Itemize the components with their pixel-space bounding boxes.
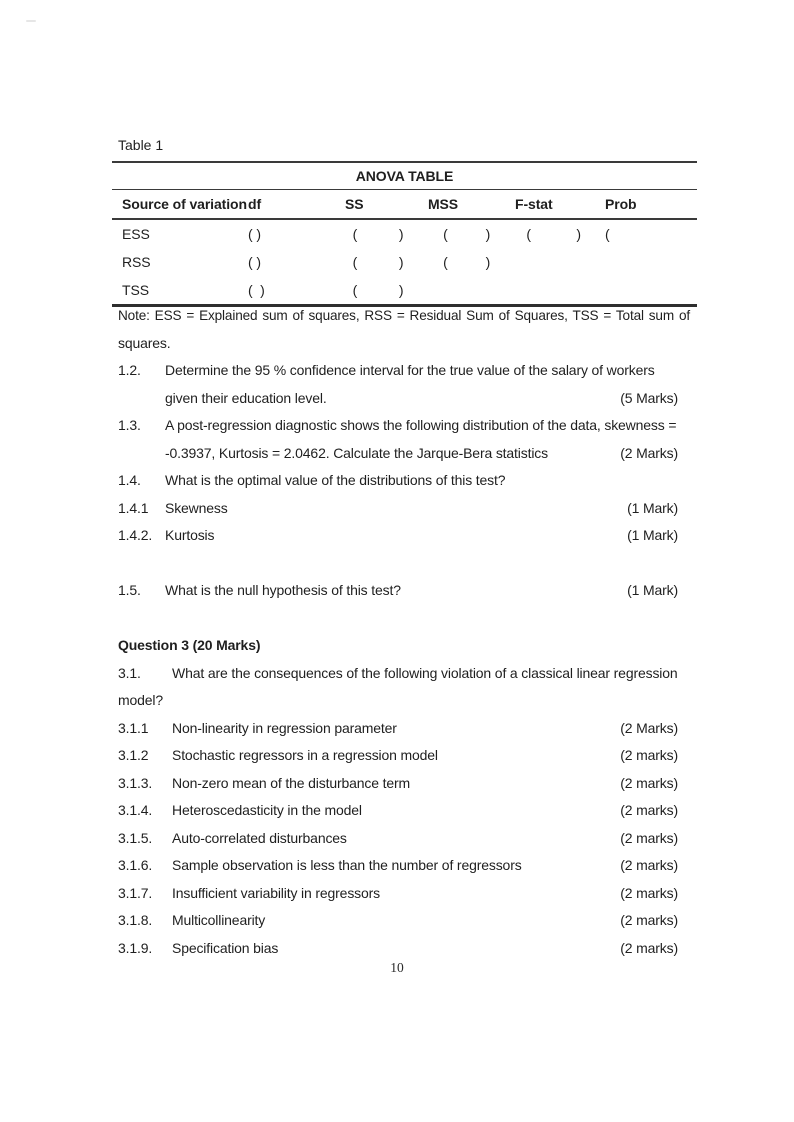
anova-header-row: [112, 190, 697, 220]
marks-label: (2 marks): [620, 857, 678, 873]
table-row-ess: [112, 220, 697, 248]
column-header-mss: MSS: [428, 196, 459, 212]
question-3-1-2: [118, 742, 678, 770]
question-number: 3.1.3.: [118, 774, 153, 791]
cell-prob: [605, 248, 697, 276]
question-number: 3.1.9.: [118, 939, 153, 956]
question-text: What are the consequences of the following violation of a classical linear regression: [172, 664, 678, 681]
table-note-line1: Note: ESS = Explained sum of squares, RSS = Residual Sum of Squares, TSS = Total sum of: [118, 308, 690, 323]
question-text: -0.3937, Kurtosis = 2.0462. Calculate the Jarque-Bera statistics: [165, 444, 549, 461]
question-number: 1.5.: [118, 582, 141, 598]
marks-label: (2 marks): [620, 774, 678, 791]
question-1-3-line2: [118, 440, 678, 468]
question-number: 3.1.: [118, 664, 141, 681]
marks-label: (2 marks): [620, 802, 678, 818]
column-header-fstat: F-stat: [515, 196, 553, 212]
cell-fstat: [515, 248, 605, 276]
question-1-5: [118, 577, 678, 605]
column-header-source: Source of variation: [122, 196, 247, 212]
question-text: Heteroscedasticity in the model: [172, 802, 362, 818]
marks-label: (2 marks): [620, 747, 678, 763]
question-text: Specification bias: [172, 939, 279, 956]
question-text: given their education level.: [165, 389, 327, 406]
question-text: Auto-correlated disturbances: [172, 829, 347, 846]
question-1-4: [118, 467, 678, 495]
marks-label: (2 marks): [620, 912, 678, 928]
question-number: 3.1.2: [118, 747, 149, 763]
question-number: 1.3.: [118, 417, 141, 433]
question-number: 3.1.8.: [118, 912, 153, 928]
marks-label: (1 Mark): [627, 582, 678, 598]
question-number: 1.4.2.: [118, 527, 153, 543]
marks-label: (2 Marks): [620, 719, 678, 736]
question-number: 3.1.6.: [118, 857, 153, 873]
page-number: 10: [390, 960, 404, 975]
question-1-4-1: [118, 495, 678, 523]
marks-label: (2 marks): [620, 884, 678, 901]
cell-prob: (: [605, 226, 610, 242]
question-text: What is the optimal value of the distributions of this test?: [165, 472, 506, 488]
question-number: 1.4.1: [118, 499, 149, 516]
column-header-df: df: [248, 196, 262, 212]
cell-mss: ( ): [428, 254, 491, 270]
question-text: Kurtosis: [165, 527, 215, 543]
cell-prob: [605, 276, 697, 304]
question-text: Sample observation is less than the number of regressors: [172, 857, 522, 873]
cell-mss: [428, 276, 515, 304]
question-1-2-line2: [118, 385, 678, 413]
question-3-1-line1: [118, 660, 678, 688]
question-text: Non-linearity in regression parameter: [172, 719, 397, 736]
question-number: 3.1.5.: [118, 829, 153, 846]
question-number: 1.2.: [118, 362, 141, 378]
table-row-tss: [112, 276, 697, 304]
question-1-4-2: [118, 522, 678, 550]
cell-source: TSS: [122, 282, 149, 298]
question-text: Stochastic regressors in a regression model: [172, 747, 438, 763]
question-3-1-4: [118, 797, 678, 825]
marks-label: (2 Marks): [620, 444, 678, 461]
question-number: 3.1.1: [118, 719, 149, 736]
question-number: 3.1.7.: [118, 884, 153, 901]
cell-source: ESS: [122, 226, 150, 242]
question-3-1-5: [118, 825, 678, 853]
question-3-1-9: [118, 935, 678, 963]
cell-df: ( ): [248, 254, 261, 270]
cell-source: RSS: [122, 254, 151, 270]
question-text: Determine the 95 % confidence interval for the true value of the salary of workers: [165, 362, 655, 378]
question-text: What is the null hypothesis of this test?: [165, 582, 401, 598]
question-text: Skewness: [165, 499, 228, 516]
cell-ss: ( ): [345, 282, 404, 298]
question-3-1-6: [118, 852, 678, 880]
cell-df: ( ): [248, 282, 265, 298]
question-3-1-7: [118, 880, 678, 908]
question-number: 3.1.4.: [118, 802, 153, 818]
cell-fstat: ( ): [515, 226, 581, 242]
question-text: Insufficient variability in regressors: [172, 884, 381, 901]
cell-fstat: [515, 276, 605, 304]
scan-artifact: [26, 20, 36, 22]
marks-label: (1 Mark): [627, 499, 678, 516]
marks-label: (2 marks): [620, 939, 678, 956]
question-3-heading: Question 3 (20 Marks): [118, 637, 261, 653]
question-3-1-3: [118, 770, 678, 798]
question-text-block: [118, 302, 690, 962]
table-row-rss: [112, 248, 697, 276]
anova-table-title: ANOVA TABLE: [112, 163, 697, 190]
marks-label: (2 marks): [620, 829, 678, 846]
cell-ss: ( ): [345, 254, 404, 270]
question-text: model?: [118, 692, 164, 708]
table-note-line2: squares.: [118, 334, 171, 351]
anova-table: [112, 161, 697, 307]
question-3-1-line2: [118, 687, 678, 715]
question-3-1-8: [118, 907, 678, 935]
cell-mss: ( ): [428, 226, 491, 242]
question-number: 1.4.: [118, 472, 141, 488]
question-text: Multicollinearity: [172, 912, 266, 928]
question-text: Non-zero mean of the disturbance term: [172, 774, 411, 791]
cell-ss: ( ): [345, 226, 404, 242]
question-1-3-line1: [118, 412, 678, 440]
table-caption: Table 1: [118, 137, 164, 153]
marks-label: (1 Mark): [627, 527, 678, 543]
question-1-2-line1: [118, 357, 678, 385]
cell-df: ( ): [248, 226, 261, 242]
question-text: A post-regression diagnostic shows the following distribution of the data, skewness =: [165, 417, 677, 433]
column-header-prob: Prob: [605, 196, 637, 212]
question-3-1-1: [118, 715, 678, 743]
column-header-ss: SS: [345, 196, 364, 212]
marks-label: (5 Marks): [620, 389, 678, 406]
